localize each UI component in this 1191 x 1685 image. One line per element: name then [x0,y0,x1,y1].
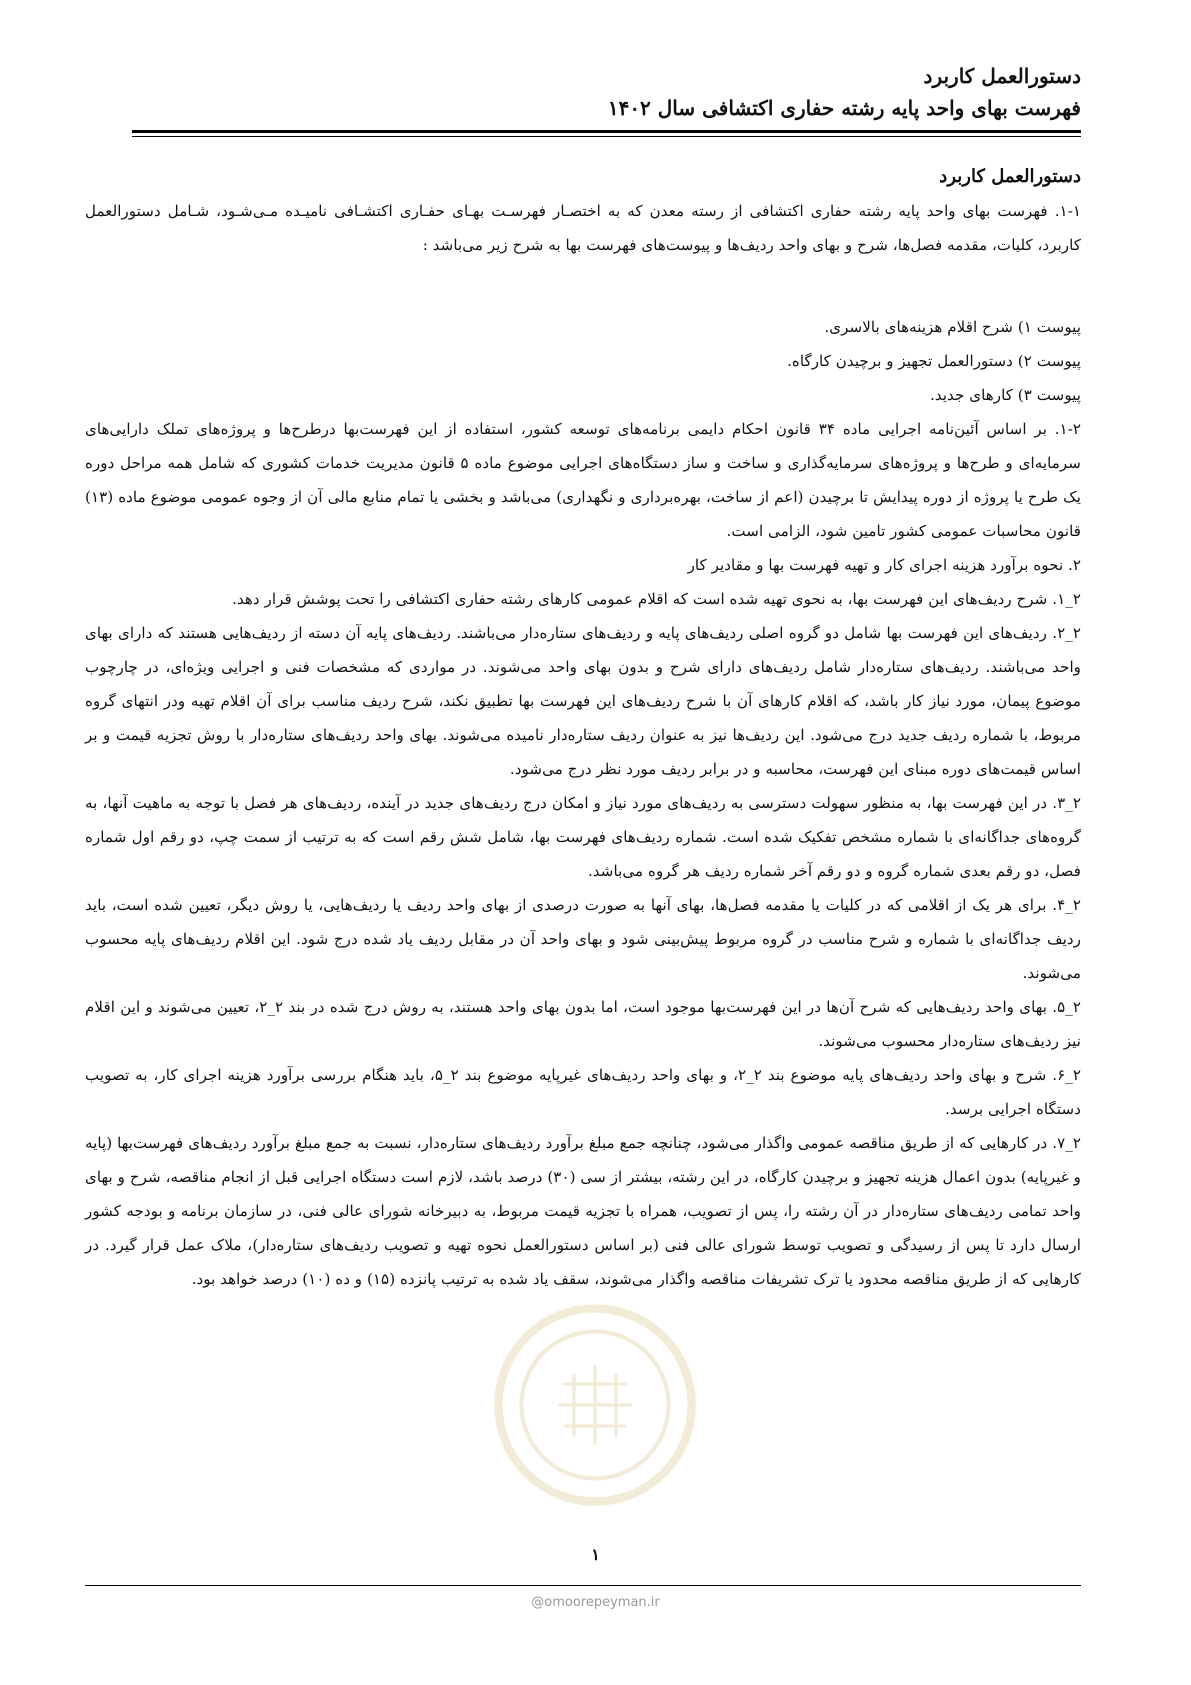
page-number: ۱ [591,1545,600,1564]
header-title: دستورالعمل کاربرد [923,64,1081,88]
paragraph-2-7: ۲_۷. در کارهایی که از طریق مناقصه عمومی واگذار می‌شود، چنانچه جمع مبلغ برآورد ردیف‌های ستاره‌دار، نسبت به جمع مبلغ برآورد ردیف‌های فهرست‌بها (پایه و غیرپایه) بدون اعمال هزینه تجهیز و برچیدن کارگاه، در این رشته، بیشتر از سی (۳۰) درصد باشد، لازم است دستگاه اجرایی قبل از انجام مناقصه، شرح و بهای واحد تمامی ردیف‌های ستاره‌دار در آن رشته را، پس از تصویب، همراه با تجزیه قیمت مربوط، به دبیرخانه شورای عالی فنی، در سازمان برنامه و بودجه کشور ارسال دارد تا پس از رسیدگی و تصویب توسط شورای عالی فنی (بر اساس دستورالعمل نحوه تهیه و تصویب ردیف‌های ستاره‌دار)، ملاک عمل قرار گیرد. در کارهایی که از طریق مناقصه محدود یا ترک تشریفات مناقصه واگذار می‌شوند، سقف یاد شده به ترتیب پانزده (۱۵) و ده (۱۰) درصد خواهد بود. [85,1134,1081,1288]
paragraph-1-2: ۱-۲. بر اساس آئین‌نامه اجرایی ماده ۳۴ قانون احکام دایمی برنامه‌های توسعه کشور، استفاده از این فهرست‌بها درطرح‌ها و پروژه‌های تملک دارایی‌های سرمایه‌ای و طرح‌ها و پروژه‌های سرمایه‌گذاری و ساخت و ساز دستگاه‌های اجرایی موضوع ماده ۵ قانون مدیریت خدمات کشوری که شامل همه مراحل دوره یک طرح یا پروژه از دوره پیدایش تا برچیدن (اعم از ساخت، بهره‌برداری و نگهداری) می‌باشد و بخشی یا تمام منابع مالی آن از وجوه عمومی موضوع ماده (۱۳) قانون محاسبات عمومی کشور تامین شود، الزامی است. [85,420,1081,540]
page-header [132,60,1081,124]
header-rule-thick [132,130,1081,133]
site-watermark-text: @omoorepeyman.ir [531,1595,660,1610]
document-body [85,160,1081,1296]
header-subtitle: فهرست بهای واحد پایه رشته حفاری اکتشافی سال ۱۴۰۲ [607,96,1081,120]
paragraph-1-1: ۱-۱. فهرست بهای واحد پایه رشته حفاری اکتشافی از رسته معدن که به اختصـار فهرسـت بهـای حفـاری اکتشـافی نامیـده مـی‌شـود، شـامل دستورالعمل کاربرد، کلیات، مقدمه فصل‌ها، شرح و بهای واحد ردیف‌ها و پیوست‌های فهرست بها به شرح زیر می‌باشد : [85,202,1081,254]
heading-2: ۲. نحوه برآورد هزینه اجرای کار و تهیه فهرست بها و مقادیر کار [687,556,1081,574]
annex-item-1: پیوست ۱) شرح اقلام هزینه‌های بالاسری. [824,318,1081,336]
annex-item-2: پیوست ۲) دستورالعمل تجهیز و برچیدن کارگاه. [787,352,1081,370]
seal-watermark [490,1300,700,1510]
paragraph-2-5: ۲_۵. بهای واحد ردیف‌هایی که شرح آن‌ها در این فهرست‌بها موجود است، اما بدون بهای واحد هستند، به روش درج شده در بند ۲_۲، تعیین می‌شوند و این اقلام نیز ردیف‌های ستاره‌دار محسوب می‌شوند. [85,998,1081,1050]
section-title: دستورالعمل کاربرد [939,166,1081,187]
footer-rule [85,1585,1081,1586]
annex-item-3: پیوست ۳) کارهای جدید. [930,386,1081,404]
paragraph-2-1: ۲_۱. شرح ردیف‌های این فهرست بها، به نحوی تهیه شده است که اقلام عمومی کارهای رشته حفاری اکتشافی را تحت پوشش قرار دهد. [232,590,1081,608]
paragraph-2-3: ۲_۳. در این فهرست بها، به منظور سهولت دسترسی به ردیف‌های مورد نیاز و امکان درج ردیف‌های جدید در آینده، ردیف‌های هر فصل با توجه به ماهیت آنها، به گروه‌های جداگانه‌ای با شماره مشخص تفکیک شده است. شماره ردیف‌های فهرست بها، شامل شش رقم است که به ترتیب از سمت چپ، دو رقم اول شماره فصل، دو رقم بعدی شماره گروه و دو رقم آخر شماره ردیف هر گروه می‌باشد. [85,794,1081,880]
paragraph-2-2: ۲_۲. ردیف‌های این فهرست بها شامل دو گروه اصلی ردیف‌های پایه و ردیف‌های ستاره‌دار می‌باشند. ردیف‌های پایه آن دسته از ردیف‌هایی هستند که دارای بهای واحد می‌باشند. ردیف‌های ستاره‌دار شامل ردیف‌های دارای شرح و بدون بهای واحد می‌شوند. در مواردی که مشخصات فنی و اجرایی ویژه‌ای، در چارچوب موضوع پیمان، مورد نیاز کار باشد، که اقلام کارهای آن با شرح ردیف‌های این فهرست بها تطبیق نکند، شرح ردیف مناسب برای آن اقلام تهیه ودر انتهای گروه مربوط، با شماره ردیف جدید درج می‌شود. این ردیف‌ها نیز به عنوان ردیف ستاره‌دار نامیده می‌شوند. بهای واحد ردیف‌های ستاره‌دار با روش تجزیه قیمت و بر اساس قیمت‌های دوره مبنای این فهرست، محاسبه و در برابر ردیف مورد نظر درج می‌شود. [85,624,1082,778]
header-rule-thin [132,136,1081,137]
paragraph-2-6: ۲_۶. شرح و بهای واحد ردیف‌های پایه موضوع بند ۲_۲، و بهای واحد ردیف‌های غیرپایه موضوع بند ۲_۵، باید هنگام بررسی برآورد هزینه اجرای کار، به تصویب دستگاه اجرایی برسد. [85,1066,1081,1118]
paragraph-2-4: ۲_۴. برای هر یک از اقلامی که در کلیات یا مقدمه فصل‌ها، بهای آنها به صورت درصدی از بهای واحد ردیف یا ردیف‌هایی، یا روش دیگر، تعیین شده است، باید ردیف جداگانه‌ای با شماره و شرح مناسب در گروه مربوط پیش‌بینی شود و بهای واحد آن در مقابل ردیف یاد شده درج شود. این اقلام ردیف‌های پایه محسوب می‌شوند. [85,896,1082,982]
